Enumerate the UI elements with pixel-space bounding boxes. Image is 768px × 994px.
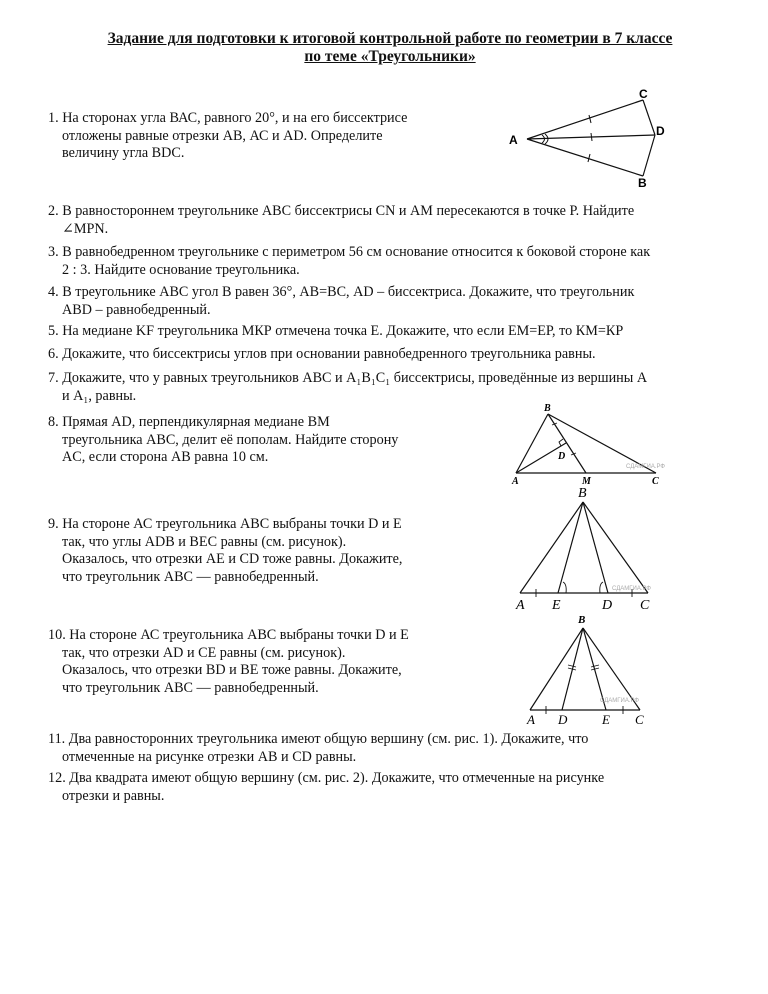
task-number: 1. xyxy=(48,110,59,126)
task-text: Два равносторонних треугольника имеют общую вершину (см. рис. 1). Докажите, что xyxy=(68,731,589,747)
task-1 xyxy=(48,110,448,163)
point-d-label: D xyxy=(558,451,566,462)
task-text: ∠MPN. xyxy=(62,220,109,237)
task-text: треугольника ABC, делит её пополам. Найдите сторону xyxy=(62,431,399,448)
figure-equal-segments xyxy=(518,608,658,728)
task-text: что треугольник АВС — равнобедренный. xyxy=(62,679,319,696)
point-c-label: C xyxy=(639,88,648,101)
task-text: что треугольник АВС — равнобедренный. xyxy=(62,568,319,585)
task-text: На медиане KF треугольника МКР отмечена точка Е. Докажите, что если ЕМ=ЕР, то КМ=КР xyxy=(62,323,624,339)
task-12 xyxy=(48,770,738,805)
task-text: Два квадрата имеют общую вершину (см. рис. 2). Докажите, что отмеченные на рисунке xyxy=(69,770,605,786)
task-text: В равнобедренном треугольнике с периметром 56 см основание относится к боковой стороне как xyxy=(62,244,651,260)
task-number: 12. xyxy=(48,770,66,786)
task-text: отмеченные на рисунке отрезки AB и CD равны. xyxy=(62,748,357,765)
task-text: Оказалось, что отрезки AE и CD тоже равны. Докажите, xyxy=(62,551,403,567)
task-9 xyxy=(48,516,468,586)
point-d-label: D xyxy=(602,598,613,613)
task-text: На сторонах угла ВАС, равного 20°, и на его биссектрисе xyxy=(62,110,408,126)
watermark: СДАМГИА.РФ xyxy=(600,698,639,704)
task-text: и А₁, равны. xyxy=(62,387,137,404)
point-b-label: B xyxy=(578,614,586,626)
task-number: 7. xyxy=(48,370,59,386)
task-text: Оказалось, что отрезки BD и BE тоже равны. Докажите, xyxy=(62,662,402,678)
task-8 xyxy=(48,414,468,467)
task-text: В треугольнике АВС угол В равен 36°, АВ=ВС, AD – биссектриса. Докажите, что треугольник xyxy=(62,284,635,300)
point-c-label: C xyxy=(635,712,644,727)
task-number: 11. xyxy=(48,731,66,747)
point-b-label: B xyxy=(544,403,551,414)
task-4 xyxy=(48,284,738,319)
task-text: На стороне АС треугольника АВС выбраны точки D и E xyxy=(69,627,409,643)
task-number: 8. xyxy=(48,414,59,430)
point-a-label: A xyxy=(516,598,525,613)
task-number: 4. xyxy=(48,284,59,300)
point-b-label: B xyxy=(638,176,647,188)
task-text: На стороне АС треугольника АВС выбраны точки D и E xyxy=(62,516,402,532)
task-text: Докажите, что у равных треугольников АВС и A₁B₁C₁ биссектрисы, проведённые из вершины А xyxy=(62,370,648,386)
title-line-2: по теме «Треугольники» xyxy=(304,48,476,65)
task-number: 6. xyxy=(48,346,59,362)
point-m-label: M xyxy=(582,476,591,487)
task-text: ABD – равнобедренный. xyxy=(62,301,211,318)
title-line-1: Задание для подготовки к итоговой контрольной работе по геометрии в 7 классе xyxy=(107,30,673,47)
point-a-label: A xyxy=(509,133,518,147)
task-number: 2. xyxy=(48,203,59,219)
point-c-label: C xyxy=(640,598,650,613)
figure-equal-angles xyxy=(508,480,668,615)
task-text: Докажите, что биссектрисы углов при основании равнобедренного треугольника равны. xyxy=(62,346,596,362)
task-3 xyxy=(48,244,738,279)
task-number: 5. xyxy=(48,323,59,339)
task-text: 2 : 3. Найдите основание треугольника. xyxy=(62,261,300,278)
task-2 xyxy=(48,203,738,238)
task-10 xyxy=(48,627,468,697)
point-b-label: B xyxy=(578,486,587,501)
point-d-label: D xyxy=(558,712,568,727)
task-text: так, что отрезки AD и CE равны (см. рисунок). xyxy=(62,644,346,661)
point-a-label: A xyxy=(527,712,535,727)
task-text: AC, если сторона AB равна 10 см. xyxy=(62,449,269,465)
task-text: так, что углы ADB и BEC равны (см. рисунок). xyxy=(62,533,347,550)
point-e-label: E xyxy=(602,712,610,727)
figure-median-perpendicular xyxy=(508,400,673,490)
point-a-label: A xyxy=(512,476,519,487)
task-text: отложены равные отрезки АВ, АС и AD. Определите xyxy=(62,127,383,144)
task-5 xyxy=(48,323,738,341)
task-text: Прямая AD, перпендикулярная медиане ВМ xyxy=(62,414,330,430)
task-text: В равностороннем треугольнике АВС биссектрисы CN и АМ пересекаются в точке Р. Найдите xyxy=(62,203,635,219)
task-number: 3. xyxy=(48,244,59,260)
document-title xyxy=(40,30,740,66)
task-11 xyxy=(48,731,738,766)
task-text: величину угла BDC. xyxy=(62,145,185,161)
point-d-label: D xyxy=(656,124,665,138)
task-text: отрезки и равны. xyxy=(62,787,165,804)
task-number: 9. xyxy=(48,516,59,532)
task-number: 10. xyxy=(48,627,66,643)
watermark: СДАМГИА.РФ xyxy=(612,586,651,592)
point-e-label: E xyxy=(552,598,561,613)
watermark: СДАМГИА.РФ xyxy=(626,464,665,470)
figure-angle-bisector xyxy=(505,88,685,188)
point-c-label: C xyxy=(652,476,659,487)
task-6 xyxy=(48,346,738,364)
